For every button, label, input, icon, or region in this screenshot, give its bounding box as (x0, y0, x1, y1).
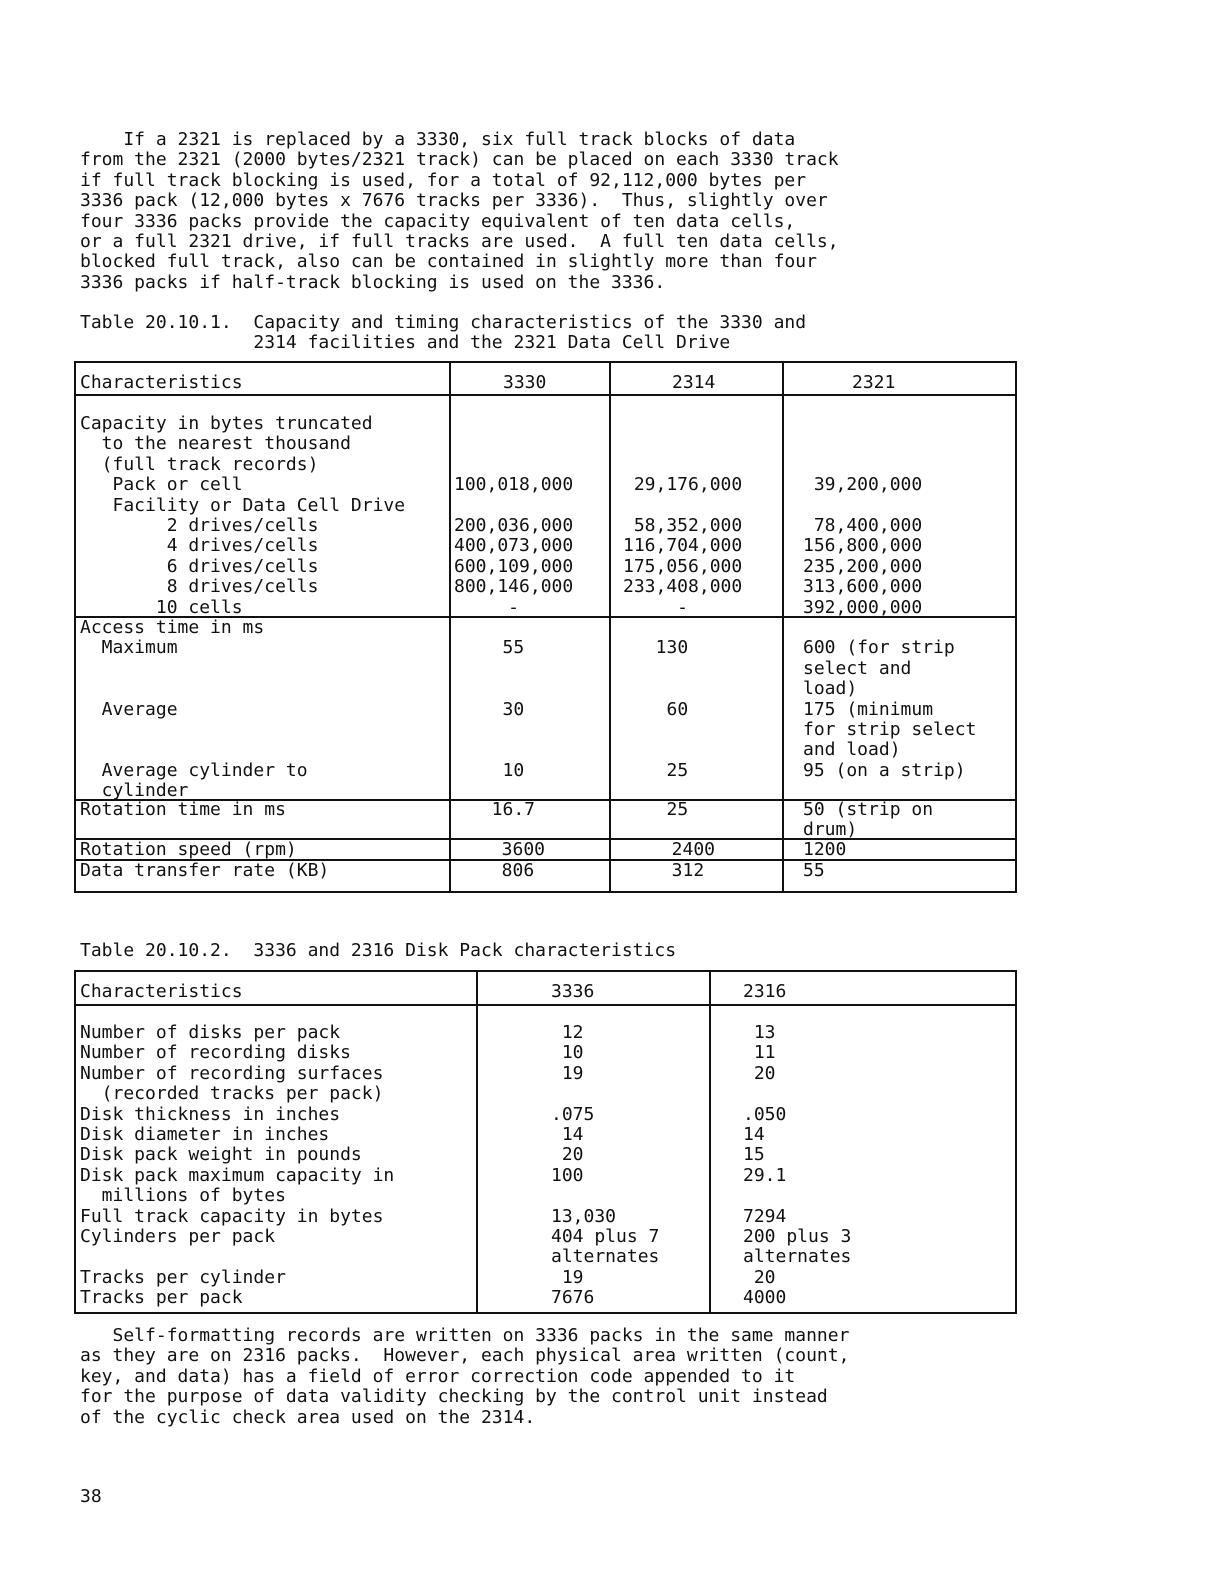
table1-border-left (74, 361, 76, 893)
table1-capacity-3330: 100,018,000 200,036,000 400,073,000 600,109,000 800,146,000 - (454, 474, 574, 618)
table1-rotation-time-label: Rotation time in ms (80, 799, 286, 820)
table1-rotation-speed-2314: 2400 (650, 839, 716, 860)
table2-border-top (74, 970, 1017, 972)
table1-transfer-rate-label: Data transfer rate (KB) (80, 860, 330, 881)
page-number: 38 (80, 1486, 102, 1507)
table2-col-divider-1 (476, 970, 478, 1314)
table2-header-characteristics: Characteristics (80, 981, 243, 1002)
table1-transfer-rate-3330: 806 (480, 860, 535, 881)
table2-labels: Number of disks per pack Number of recording disks Number of recording surfaces (recorded tracks per pack) Disk thickness in inches Disk diameter in inches Disk pack weight in pounds Disk pack maximum capacity in millions of bytes Full track capacity in bytes Cylinders per pack Tracks per cylinder Tracks per pack (80, 1022, 395, 1309)
table1-caption: Table 20.10.1. Capacity and timing characteristics of the 3330 and 2314 facilities and the 2321 Data Cell Drive (80, 312, 807, 354)
table2-border-right (1015, 970, 1017, 1314)
table1-rotation-time-3330: 16.7 (470, 799, 536, 820)
table2-border-left (74, 970, 76, 1314)
table1-access-2321: 600 (for strip select and load) 175 (minimum for strip select and load) 95 (on a strip) (803, 637, 977, 781)
table2-header-2316: 2316 (743, 981, 787, 1002)
table1-col-divider-2 (609, 361, 611, 893)
intro-paragraph: If a 2321 is replaced by a 3330, six full track blocks of data from the 2321 (2000 bytes/2321 track) can be placed on each 3330 track if full track blocking is used, for a total of 92,112,000 bytes per 3336 pack (12,000 bytes x 7676 tracks per 3336). Thus, slightly over four 3336 packs provide the capacity equivalent of ten data cells, or a full 2321 drive, if full tracks are used. A full ten data cells, blocked full track, also can be contained in slightly more than four 3336 packs if half-track blocking is used on the 3336. (80, 129, 839, 293)
table1-rotation-time-2314: 25 (634, 799, 689, 820)
table2-values-3336: 12 10 19 .075 14 20 100 13,030 404 plus 7 alternates 19 7676 (551, 1022, 660, 1309)
table2-col-divider-2 (709, 970, 711, 1314)
table1-transfer-rate-2314: 312 (650, 860, 705, 881)
table2-header-3336: 3336 (551, 981, 595, 1002)
table2-values-2316: 13 11 20 .050 14 15 29.1 7294 200 plus 3 alternates 20 4000 (743, 1022, 852, 1309)
table1-rotation-speed-3330: 3600 (480, 839, 546, 860)
table1-rotation-speed-label: Rotation speed (rpm) (80, 839, 297, 860)
table1-capacity-2314: 29,176,000 58,352,000 116,704,000 175,056,000 233,408,000 - (623, 474, 743, 618)
table1-header-2321: 2321 (852, 372, 896, 393)
table2-caption: Table 20.10.2. 3336 and 2316 Disk Pack characteristics (80, 940, 677, 961)
table1-transfer-rate-2321: 55 (803, 860, 825, 881)
table1-rotation-speed-2321: 1200 (803, 839, 847, 860)
table1-access-2314: 130 60 25 (655, 637, 689, 781)
table1-border-top (74, 361, 1017, 363)
table1-header-2314: 2314 (672, 372, 716, 393)
table1-border-right (1015, 361, 1017, 893)
table2-border-bottom (74, 1312, 1017, 1314)
table1-access-labels: Access time in ms Maximum Average Average cylinder to cylinder (80, 617, 308, 802)
table1-col-divider-1 (449, 361, 451, 893)
table1-access-3330: 55 30 10 (502, 637, 525, 781)
table1-col-divider-3 (782, 361, 784, 893)
table2-header-divider (74, 1004, 1017, 1006)
table1-rotation-time-2321: 50 (strip on drum) (803, 799, 934, 841)
closing-paragraph: Self-formatting records are written on 3336 packs in the same manner as they are on 2316 packs. However, each physical area written (count, key, and data) has a field of error correction code appended to it for the purpose of data validity checking by the control unit instead of the cyclic check area used on the 2314. (80, 1325, 850, 1428)
table1-header-divider (74, 394, 1017, 396)
table1-header-characteristics: Characteristics (80, 372, 243, 393)
table1-header-3330: 3330 (503, 372, 547, 393)
table1-capacity-labels: Capacity in bytes truncated to the nearest thousand (full track records) Pack or cell Facility or Data Cell Drive 2 drives/cells 4 drives/cells 6 drives/cells 8 drives/cells 10 cells (80, 413, 406, 618)
table1-capacity-2321: 39,200,000 78,400,000 156,800,000 235,200,000 313,600,000 392,000,000 (803, 474, 923, 618)
table1-border-bottom (74, 891, 1017, 893)
